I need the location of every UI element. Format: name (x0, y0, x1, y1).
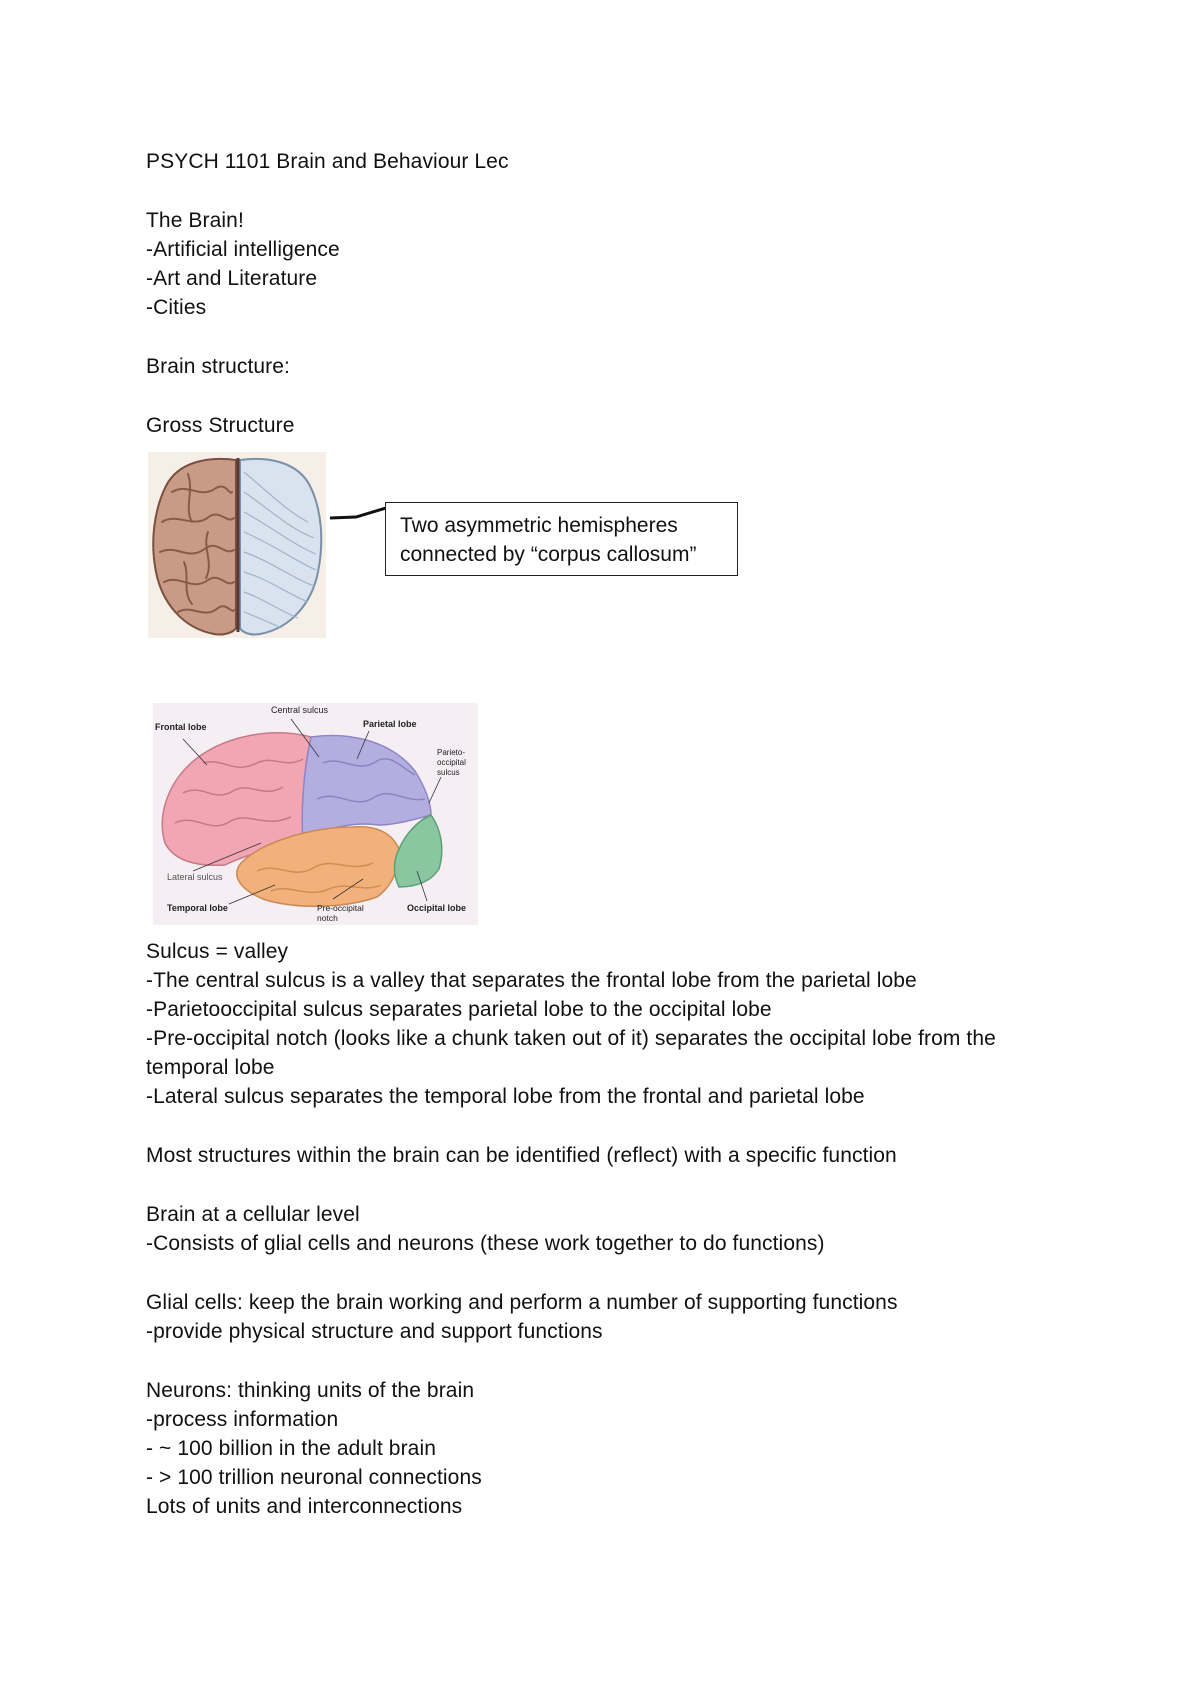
cellular-heading: Brain at a cellular level (146, 1203, 360, 1226)
label-parieto-occipital: occipital (437, 758, 466, 767)
label-parietal: Parietal lobe (363, 719, 417, 729)
intro-item: -Art and Literature (146, 267, 318, 290)
callout-line: connected by “corpus callosum” (400, 543, 697, 566)
glial-line: -provide physical structure and support functions (146, 1320, 603, 1343)
corpus-callosum-callout (385, 502, 738, 576)
label-occipital: Occipital lobe (407, 903, 467, 913)
brain-lobes-diagram (153, 703, 478, 925)
label-parieto-occipital: Parieto- (437, 748, 466, 757)
intro-item: -Artificial intelligence (146, 238, 340, 261)
neurons-line: - ~ 100 billion in the adult brain (146, 1437, 437, 1460)
intro-item: -Cities (146, 296, 207, 319)
sulcus-heading: Sulcus = valley (146, 940, 289, 963)
label-parieto-occipital: sulcus (437, 768, 460, 777)
gross-structure-heading: Gross Structure (146, 414, 295, 437)
glial-heading: Glial cells: keep the brain working and perform a number of supporting functions (146, 1291, 898, 1314)
label-central-sulcus: Central sulcus (271, 705, 329, 715)
sulcus-line: -The central sulcus is a valley that separates the frontal lobe from the parietal lobe (146, 969, 917, 992)
callout-connector (328, 500, 388, 524)
label-preoccipital: notch (317, 913, 338, 923)
brain-top-view-figure (148, 452, 326, 638)
label-preoccipital: Pre-occipital (317, 903, 364, 913)
page-title: PSYCH 1101 Brain and Behaviour Lec (146, 150, 509, 173)
sulcus-line: -Parietooccipital sulcus separates parietal lobe to the occipital lobe (146, 998, 772, 1021)
sulcus-line: -Pre-occipital notch (looks like a chunk taken out of it) separates the occipital lobe from the (146, 1027, 996, 1050)
neurons-line: -process information (146, 1408, 339, 1431)
label-frontal: Frontal lobe (155, 722, 207, 732)
sulcus-line: temporal lobe (146, 1056, 275, 1079)
neurons-line: Lots of units and interconnections (146, 1495, 463, 1518)
structure-heading: Brain structure: (146, 355, 290, 378)
callout-line: Two asymmetric hemispheres (400, 514, 678, 537)
label-lateral-sulcus: Lateral sulcus (167, 872, 223, 882)
function-line: Most structures within the brain can be identified (reflect) with a specific function (146, 1144, 897, 1167)
sulcus-line: -Lateral sulcus separates the temporal lobe from the frontal and parietal lobe (146, 1085, 865, 1108)
neurons-heading: Neurons: thinking units of the brain (146, 1379, 475, 1402)
cellular-line: -Consists of glial cells and neurons (these work together to do functions) (146, 1232, 825, 1255)
neurons-line: - > 100 trillion neuronal connections (146, 1466, 482, 1489)
intro-heading: The Brain! (146, 209, 244, 232)
label-temporal: Temporal lobe (167, 903, 228, 913)
